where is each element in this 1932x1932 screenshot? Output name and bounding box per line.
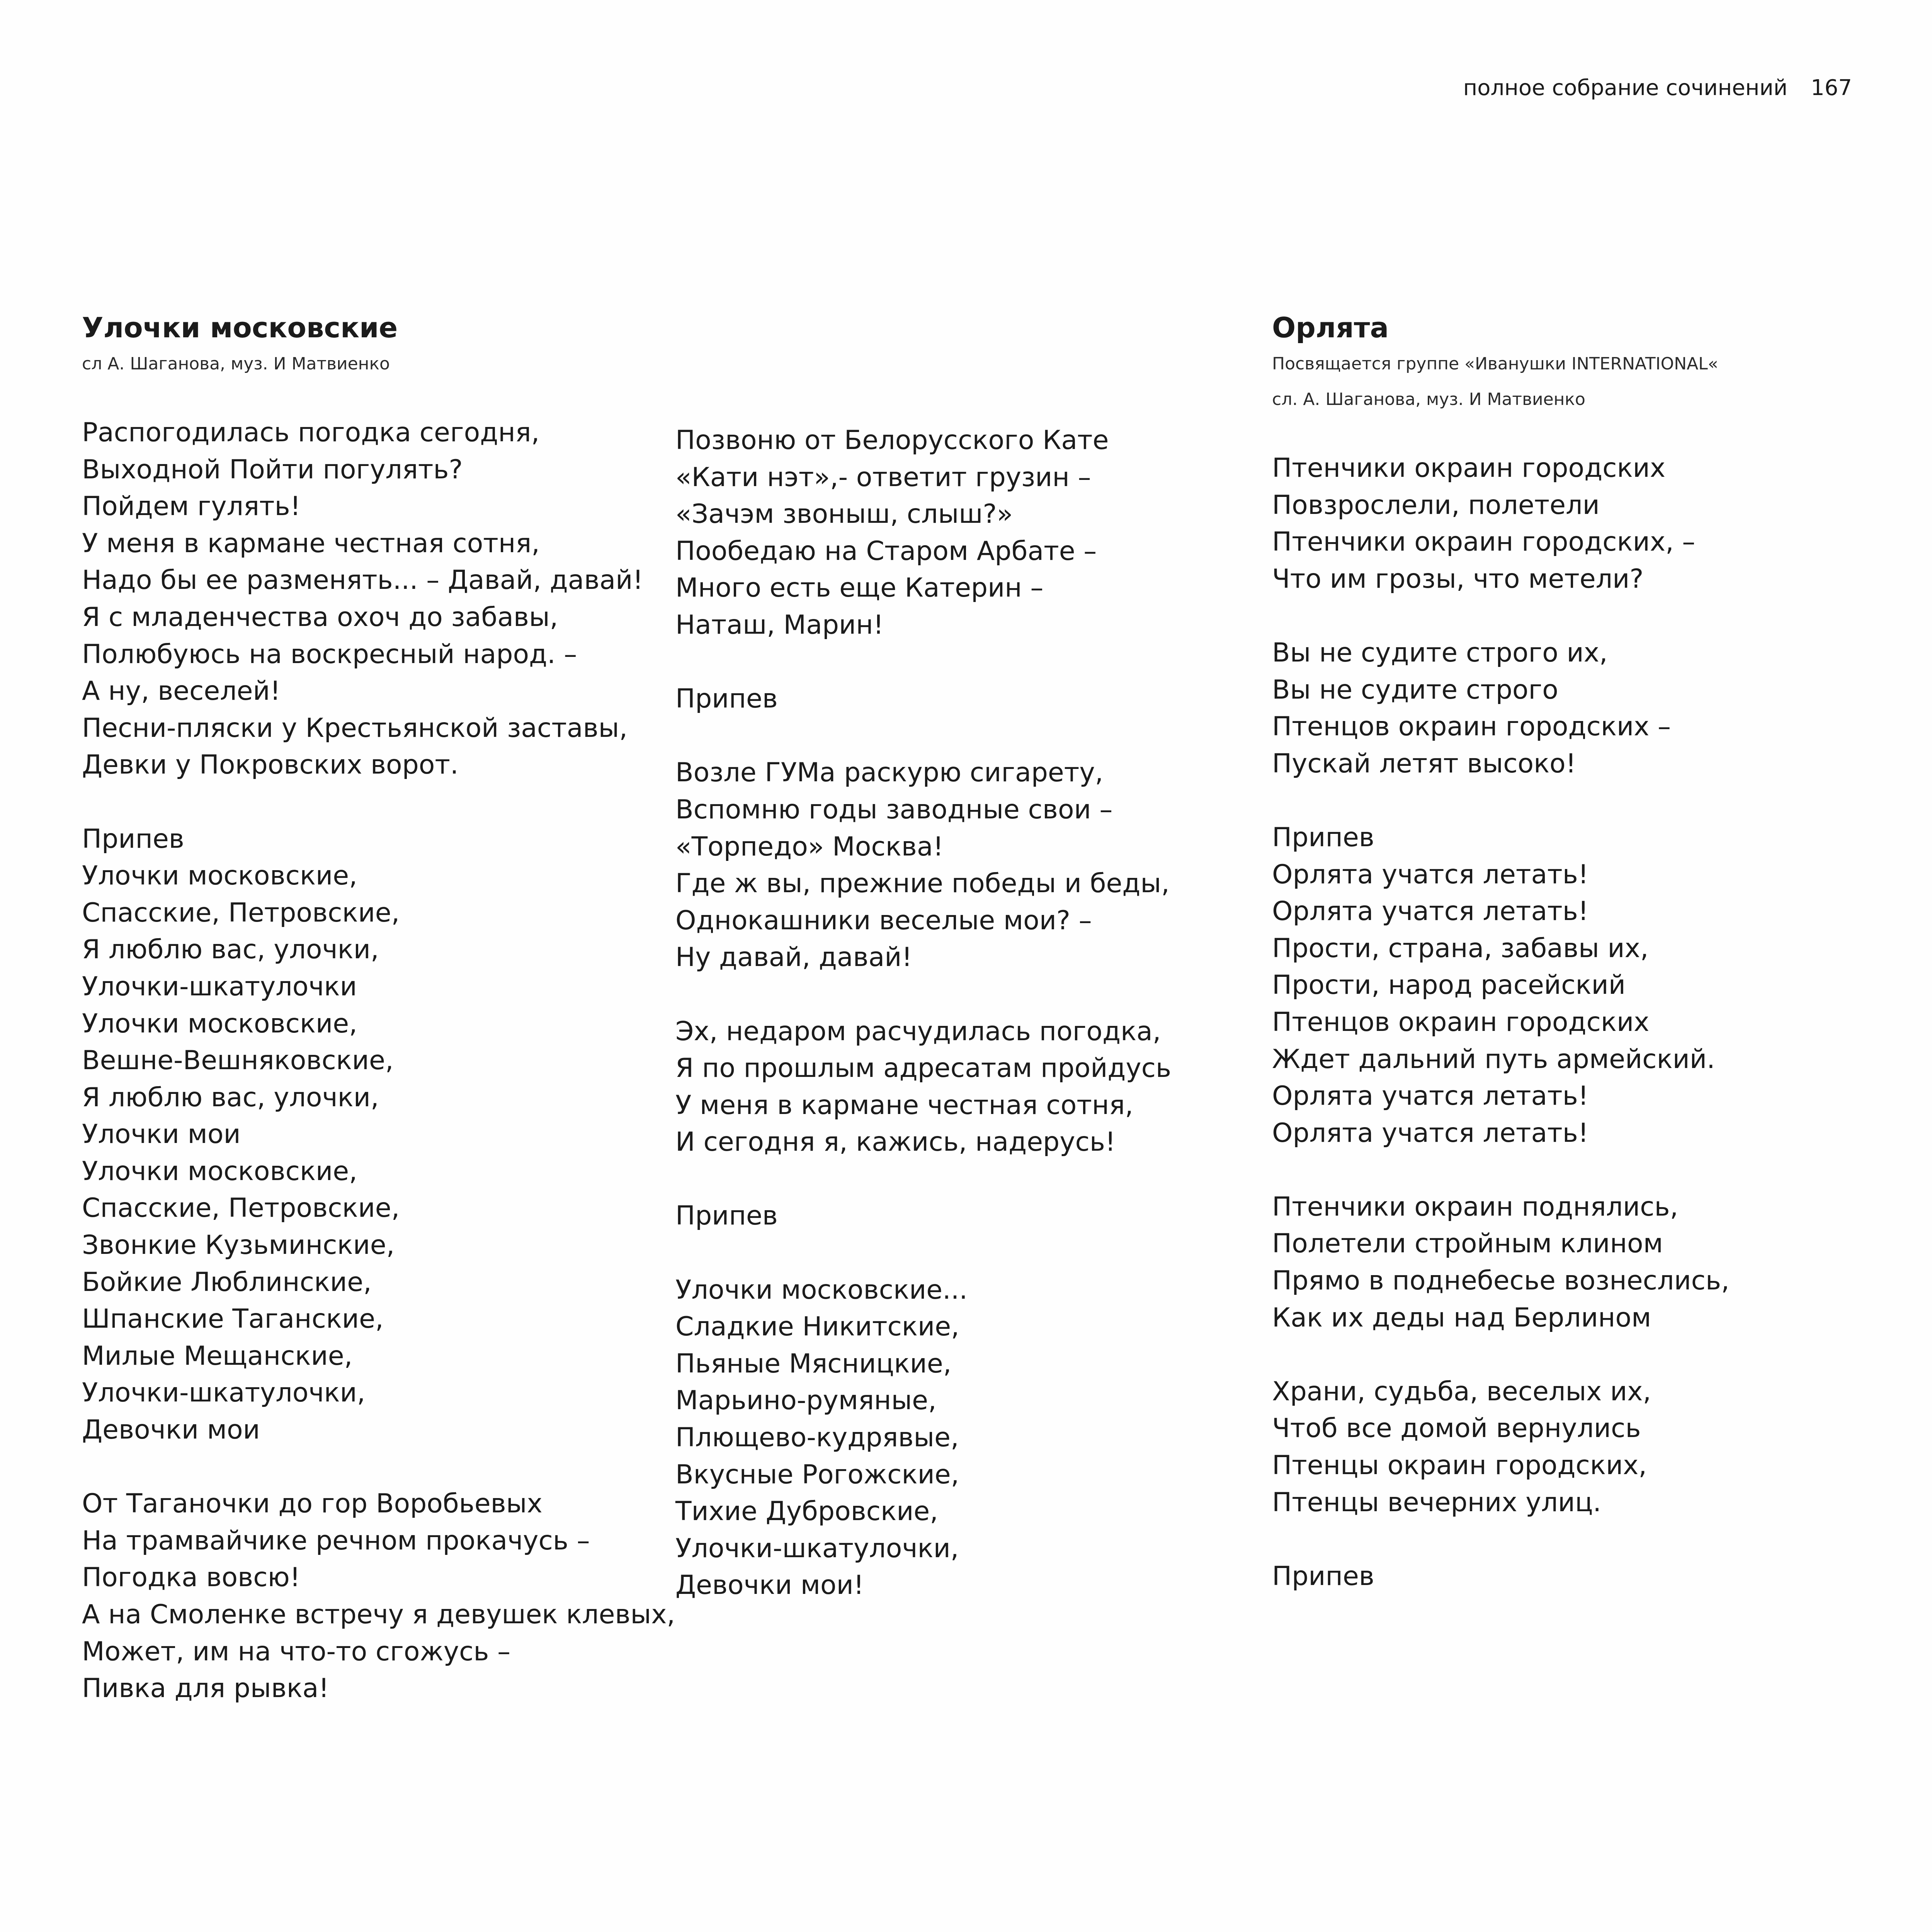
lyric-line: «Кати нэт»,- ответит грузин – <box>675 462 1091 493</box>
lyric-line: Что им грозы, что метели? <box>1272 563 1644 594</box>
lyric-line <box>1272 782 1832 819</box>
lyric-line: Погодка вовсю! <box>82 1562 301 1593</box>
lyric-line <box>1272 597 1832 634</box>
song-credits: сл. А. Шаганова, муз. И Матвиенко <box>1272 389 1585 409</box>
lyric-line: Как их деды над Берлином <box>1272 1302 1651 1333</box>
lyric-line: Может, им на что-то сгожусь – <box>82 1636 511 1667</box>
lyric-line: А ну, веселей! <box>82 676 281 707</box>
lyric-line: Наташ, Марин! <box>675 609 884 640</box>
lyric-line: Однокашники веселые мои? – <box>675 905 1092 936</box>
running-head <box>1463 74 1852 102</box>
lyric-line: И сегодня я, кажись, надерусь! <box>675 1127 1116 1158</box>
lyric-line: Вкусные Рогожские, <box>675 1459 959 1490</box>
lyric-line: На трамвайчике речном прокачусь – <box>82 1525 590 1556</box>
lyric-line: Я с младенчества охоч до забавы, <box>82 602 558 633</box>
lyric-line <box>675 718 1236 755</box>
lyric-line: Пивка для рывка! <box>82 1673 329 1704</box>
lyric-line: Улочки московские, <box>82 1156 357 1187</box>
lyric-line <box>82 1449 642 1486</box>
lyric-line: Храни, судьба, веселых их, <box>1272 1376 1651 1407</box>
lyric-line: Шпанские Таганские, <box>82 1304 384 1335</box>
lyric-line: Эх, недаром расчудилась погодка, <box>675 1016 1161 1047</box>
song-ulochki-column-1 <box>82 309 675 1707</box>
lyric-line: Девочки мои <box>82 1415 260 1446</box>
lyric-line: Пьяные Мясницкие, <box>675 1348 952 1379</box>
lyric-line: Птенцы вечерних улиц. <box>1272 1487 1602 1518</box>
lyric-line: Улочки-шкатулочки, <box>82 1378 366 1408</box>
song-credits: сл А. Шаганова, муз. И Матвиенко <box>82 354 390 374</box>
lyric-line: Прости, страна, забавы их, <box>1272 933 1649 964</box>
lyric-line: Спасские, Петровские, <box>82 897 400 928</box>
lyric-line: Бойкие Люблинские, <box>82 1267 372 1298</box>
lyric-line: Улочки московские, <box>82 861 357 891</box>
lyric-line: Прости, народ расейский <box>1272 970 1626 1001</box>
lyric-line <box>675 1161 1236 1198</box>
lyric-line: Улочки московские... <box>675 1274 968 1305</box>
lyric-line: Улочки-шкатулочки <box>82 971 357 1002</box>
lyric-line: Я люблю вас, улочки, <box>82 1082 379 1113</box>
lyric-line <box>675 644 1236 681</box>
lyric-line: Вешне-Вешняковские, <box>82 1045 394 1076</box>
lyric-line: Тихие Дубровские, <box>675 1496 938 1527</box>
lyric-line: Улочки московские, <box>82 1008 357 1039</box>
lyric-line: У меня в кармане честная сотня, <box>675 1090 1133 1121</box>
lyric-line: Птенчики окраин поднялись, <box>1272 1191 1679 1222</box>
lyric-line: Спасские, Петровские, <box>82 1193 400 1224</box>
lyric-line: Ну давай, давай! <box>675 942 912 973</box>
lyric-line: Орлята учатся летать! <box>1272 896 1589 927</box>
song-dedication: Посвящается группе «Иванушки INTERNATIONAL« <box>1272 354 1718 374</box>
lyric-line: Птенцов окраин городских <box>1272 1007 1650 1037</box>
lyric-line <box>82 784 642 821</box>
lyric-line: Орлята учатся летать! <box>1272 1117 1589 1148</box>
lyric-line: Орлята учатся летать! <box>1272 859 1589 890</box>
lyric-line: Где ж вы, прежние победы и беды, <box>675 868 1170 899</box>
lyric-line <box>675 976 1236 1013</box>
lyric-line: А на Смоленке встречу я девушек клевых, <box>82 1599 675 1630</box>
lyric-line: Вы не судите строго их, <box>1272 637 1608 668</box>
book-title: полное собрание сочинений <box>1463 75 1788 100</box>
lyric-line: Звонкие Кузьминские, <box>82 1230 395 1261</box>
lyric-line: Полюбуюсь на воскресный народ. – <box>82 639 577 670</box>
lyric-line: Припев <box>82 823 184 854</box>
lyrics-block <box>675 422 1236 1604</box>
lyric-line: Птенчики окраин городских, – <box>1272 527 1696 558</box>
lyric-line: Марьино-румяные, <box>675 1385 937 1416</box>
lyric-line: Выходной Пойти погулять? <box>82 454 463 485</box>
lyric-line: Припев <box>675 684 778 714</box>
lyric-line: Улочки мои <box>82 1119 241 1150</box>
lyric-line: Сладкие Никитские, <box>675 1311 959 1342</box>
lyrics-block <box>82 414 675 1707</box>
song-ulochki-column-2 <box>675 422 1236 1604</box>
lyric-line: У меня в кармане честная сотня, <box>82 528 540 559</box>
lyric-line: Вспомню годы заводные свои – <box>675 794 1113 825</box>
lyric-line: Девочки мои! <box>675 1570 864 1601</box>
page-number: 167 <box>1811 75 1852 100</box>
lyric-line: Улочки-шкатулочки, <box>675 1533 959 1564</box>
lyrics-block <box>1272 450 1832 1595</box>
lyric-line: Пойдем гулять! <box>82 491 301 522</box>
lyric-line: От Таганочки до гор Воробьевых <box>82 1488 543 1519</box>
lyric-line: Милые Мещанские, <box>82 1340 353 1371</box>
lyric-line: Позвоню от Белорусского Кате <box>675 425 1109 456</box>
spacer <box>1272 417 1832 450</box>
lyric-line: Пообедаю на Старом Арбате – <box>675 536 1097 566</box>
lyric-line <box>1272 1336 1832 1373</box>
lyric-line: Вы не судите строго <box>1272 674 1558 705</box>
lyric-line: Припев <box>675 1201 778 1231</box>
lyric-line: Надо бы ее разменять... – Давай, давай! <box>82 565 643 596</box>
lyric-line: Повзрослели, полетели <box>1272 490 1600 520</box>
lyric-line: Орлята учатся летать! <box>1272 1081 1589 1112</box>
lyric-line: Чтоб все домой вернулись <box>1272 1413 1641 1444</box>
lyric-line: Полетели стройным клином <box>1272 1228 1663 1259</box>
lyric-line: Прямо в поднебесье вознеслись, <box>1272 1265 1730 1296</box>
lyric-line <box>1272 1151 1832 1189</box>
song-orlyata-column <box>1272 309 1832 1595</box>
lyric-line: Птенцов окраин городских – <box>1272 711 1671 742</box>
song-title: Улочки московские <box>82 311 398 344</box>
lyric-line: Плющево-кудрявые, <box>675 1422 959 1453</box>
lyric-line: Припев <box>1272 822 1374 853</box>
lyric-line: Я люблю вас, улочки, <box>82 934 379 965</box>
lyric-line: Пускай летят высоко! <box>1272 748 1577 779</box>
lyric-line: Песни-пляски у Крестьянской заставы, <box>82 713 628 743</box>
lyric-line: Много есть еще Катерин – <box>675 573 1044 604</box>
lyric-line <box>1272 1521 1832 1558</box>
lyric-line: Птенчики окраин городских <box>1272 453 1666 483</box>
lyric-line: Припев <box>1272 1561 1374 1592</box>
lyric-line: Девки у Покровских ворот. <box>82 750 459 781</box>
lyric-line: Распогодилась погодка сегодня, <box>82 417 540 448</box>
lyric-line: «Зачэм звоныш, слыш?» <box>675 499 1013 530</box>
lyric-line: Ждет дальний путь армейский. <box>1272 1044 1715 1075</box>
lyric-line <box>675 1235 1236 1272</box>
lyric-line: Я по прошлым адресатам пройдусь <box>675 1053 1172 1084</box>
lyric-line: Возле ГУМа раскурю сигарету, <box>675 757 1104 788</box>
song-title: Орлята <box>1272 311 1389 344</box>
spacer <box>82 382 642 414</box>
lyric-line: Птенцы окраин городских, <box>1272 1450 1647 1481</box>
lyric-line: «Торпедо» Москва! <box>675 831 944 862</box>
